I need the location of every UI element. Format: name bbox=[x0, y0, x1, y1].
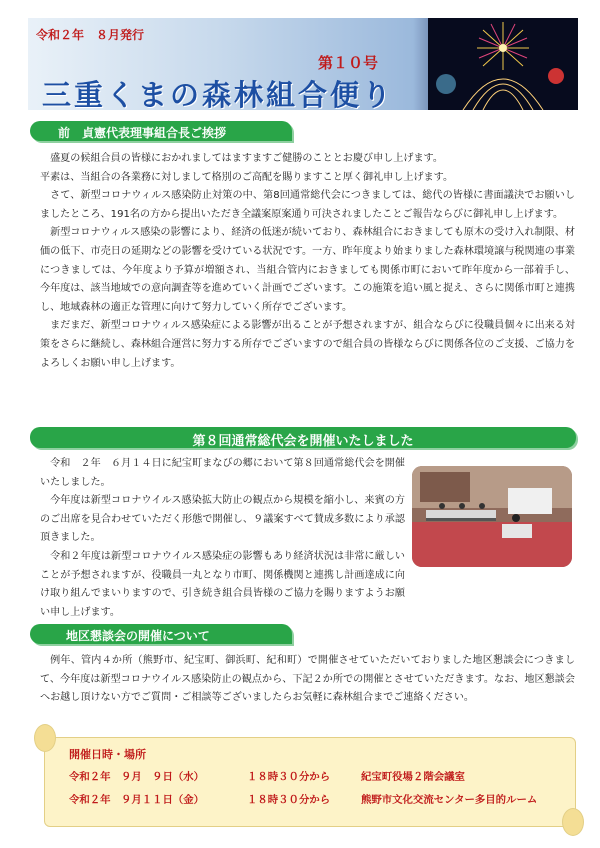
schedule-row bbox=[69, 768, 465, 783]
schedule-date: 令和２年 ９月 ９日（水） bbox=[69, 771, 205, 783]
section-header-meeting bbox=[30, 427, 576, 448]
meeting-body bbox=[40, 455, 405, 622]
issue-date: 令和２年 ８月発行 bbox=[36, 28, 145, 42]
schedule-place: 熊野市文化交流センター多目的ルーム bbox=[361, 794, 538, 806]
schedule-date: 令和２年 ９月１１日（金） bbox=[69, 794, 205, 806]
greeting-body bbox=[40, 150, 575, 373]
schedule-row bbox=[69, 791, 537, 806]
paragraph: 令和 ２年 ６月１４日に紀宝町まなびの郷において第８回通常総代会を開催いたしました。 bbox=[40, 458, 405, 488]
schedule-box bbox=[44, 737, 576, 827]
section-header-discussion bbox=[30, 624, 292, 644]
paragraph: 今年度は新型コロナウイルス感染拡大防止の観点から規模を縮小し、来賓の方のご出席を見合わせていただく形態で開催し、９議案すべて賛成多数により承認頂きました。 bbox=[40, 495, 405, 544]
paragraph: まだまだ、新型コロナウィルス感染症による影響が出ることが予想されますが、組合ならびに役職員個々に出来る対策をさらに継続し、森林組合運営に努力する所存でございますので組合員の皆様ならびに関係各位のご支援、ご協力をよろしくお願い申し上げます。 bbox=[40, 320, 575, 369]
paragraph: 平素は、当組合の各業務に対しまして格別のご高配を賜りますこと厚く御礼申し上げます。 bbox=[40, 171, 454, 183]
paragraph: 新型コロナウィルス感染の影響により、経済の低迷が続いており、森林組合におきましても原木の受け入れ制限、材価の低下、市売日の延期などの影響を受けている状況です。一方、昨年度より始まりました森林環境譲与税関連の事業につきましては、今年度より予算が増額され、当組合管内におきましても関係市町において昨年度から一部着手し、今年度は、該当地域での意向調査等を進めていく計画でございます。この施策を追い風と捉え、さらに関係市町と連携し、地域森林の適正な管理に向けて努力していく所存でございます。 bbox=[40, 227, 575, 313]
fireworks-image bbox=[428, 18, 578, 110]
header-banner bbox=[28, 18, 578, 110]
paragraph: 令和２年度は新型コロナウイルス感染症の影響もあり経済状況は非常に厳しいことが予想されますが、役職員一丸となり市町、関係機関と連携し計画達成に向け取り組んでまいりますので、引き続き組合員皆様のご協力を賜りますようお願い申し上げます。 bbox=[40, 550, 405, 618]
paragraph: さて、新型コロナウィルス感染防止対策の中、第8回通常総代会につきましては、総代の皆様に書面議決でお願いしましたところ、191名の方から提出いただき全議案原案通り可決されましたことご報告ならびに御礼申し上げます。 bbox=[40, 190, 575, 220]
section-title: 第８回通常総代会を開催いたしました bbox=[192, 434, 414, 449]
issue-number: 第１０号 bbox=[318, 54, 379, 72]
paragraph: 盛夏の候組合員の皆様におかれましてはますますご健勝のこととお慶び申し上げます。 bbox=[50, 153, 443, 164]
paragraph: 例年、管内４か所（熊野市、紀宝町、御浜町、紀和町）で開催させていただいておりました地区懇談会につきまして、今年度は新型コロナウイルス感染防止の観点から、下記２か所での開催とさせていただきます。なお、地区懇談会へお越し頂けない方でご質問・ご相談等ございましたらお気軽に森林組合までご連絡ください。 bbox=[40, 655, 575, 704]
meeting-photo bbox=[412, 466, 572, 567]
schedule-time: １８時３０分から bbox=[247, 794, 331, 806]
schedule-title: 開催日時・場所 bbox=[69, 748, 146, 761]
schedule-time: １８時３０分から bbox=[247, 771, 331, 783]
scroll-curl-decoration bbox=[562, 808, 584, 836]
scroll-curl-decoration bbox=[34, 724, 56, 752]
section-title: 地区懇談会の開催について bbox=[66, 629, 210, 643]
newsletter-title: 三重くまの森林組合便り bbox=[42, 78, 395, 110]
schedule-place: 紀宝町役場２階会議室 bbox=[361, 771, 465, 783]
discussion-body bbox=[40, 652, 575, 708]
section-header-greeting bbox=[30, 121, 292, 141]
section-title: 前 貞憲代表理事組合長ご挨拶 bbox=[58, 126, 227, 140]
